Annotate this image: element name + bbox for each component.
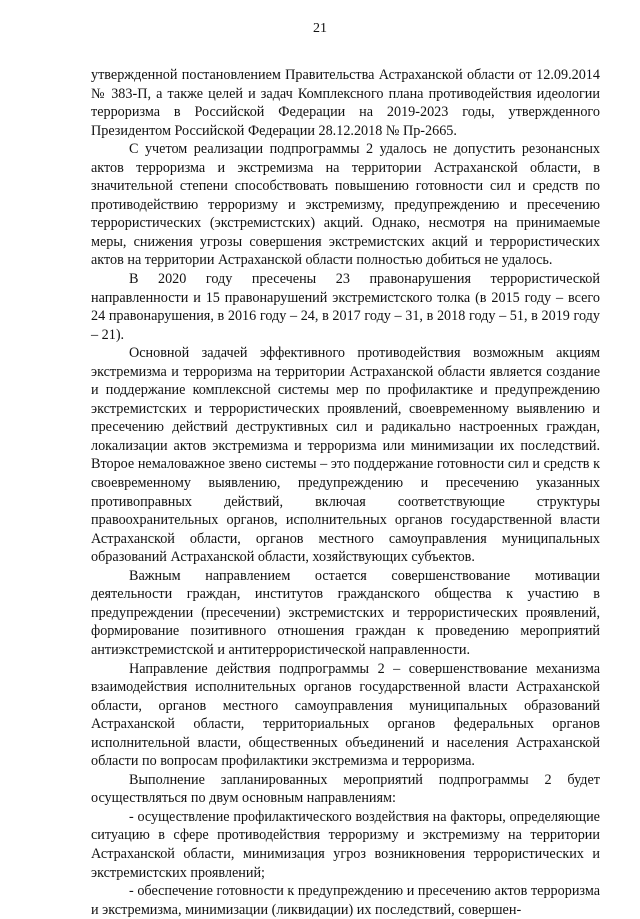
list-item: - осуществление профилактического воздействия на факторы, определяющие ситуацию в сфере противодействия терроризму и экстремизму на территории Астраханской области, минимизация угроз возникновения террористических и экстремистских проявлений;	[91, 808, 600, 881]
paragraph: Выполнение запланированных мероприятий подпрограммы 2 будет осуществляться по двум основным направлениям:	[91, 771, 600, 807]
document-body	[91, 66, 600, 919]
paragraph: Важным направлением остается совершенствование мотивации деятельности граждан, институтов гражданского общества к участию в предупреждении (пресечении) экстремистских и террористических проявлений, формирование позитивного отношения граждан к проведению мероприятий антиэкстремистской и антитеррористической направленности.	[91, 567, 600, 658]
list-item: - обеспечение готовности к предупреждению и пресечению актов терроризма и экстремизма, минимизации (ликвидации) их последствий, совершен-	[91, 883, 600, 918]
paragraph: В 2020 году пресечены 23 правонарушения террористической направленности и 15 правонарушений экстремистского толка (в 2015 году – всего 24 правонарушения, в 2016 году – 24, в 2017 году – 31, в 2018 году – 51, в 2019 году – 21).	[91, 271, 600, 343]
paragraph: С учетом реализации подпрограммы 2 удалось не допустить резонансных актов терроризма и экстремизма на территории Астраханской области, в значительной степени способствовать повышению готовности сил и средств по противодействию терроризму и экстремизму, предупреждению и пресечению террористических (экстремистских) акций. Однако, несмотря на принимаемые меры, снижения угрозы совершения экстремистских акций и террористических актов на территории Астраханской области полностью добиться не удалось.	[91, 141, 600, 269]
paragraph: Направление действия подпрограммы 2 – совершенствование механизма взаимодействия исполнительных органов государственной власти Астраханской области, органов местного самоуправления муниципальных образований Астраханской области, территориальных органов федеральных органов исполнительной власти, общественных объединений и населения Астраханской области по вопросам профилактики экстремизма и терроризма.	[91, 660, 600, 770]
paragraph-continuation: утвержденной постановлением Правительства Астраханской области от 12.09.2014 № 383-П, а также целей и задач Комплексного плана противодействия идеологии терроризма в Российской Федерации на 2019-2023 годы, утвержденного Президентом Российской Федерации 28.12.2018 № Пр-2665.	[91, 67, 600, 139]
paragraph: Основной задачей эффективного противодействия возможным акциям экстремизма и терроризма на территории Астраханской области является создание и поддержание комплексной системы мер по профилактике и предупреждению экстремистских и террористических проявлений, своевременному выявлению и пресечению действий деструктивных сил и радикально настроенных граждан, локализации актов экстремизма и терроризма или минимизации их последствий. Второе немаловажное звено системы – это поддержание готовности сил и средств к своевременному выявлению, предупреждению и пресечению указанных противоправных действий, включая соответствующие структуры правоохранительных органов, исполнительных органов государственной власти Астраханской области, органов местного самоуправления муниципальных образований Астраханской области, хозяйствующих субъектов.	[91, 345, 600, 566]
page-number: 21	[313, 21, 327, 36]
